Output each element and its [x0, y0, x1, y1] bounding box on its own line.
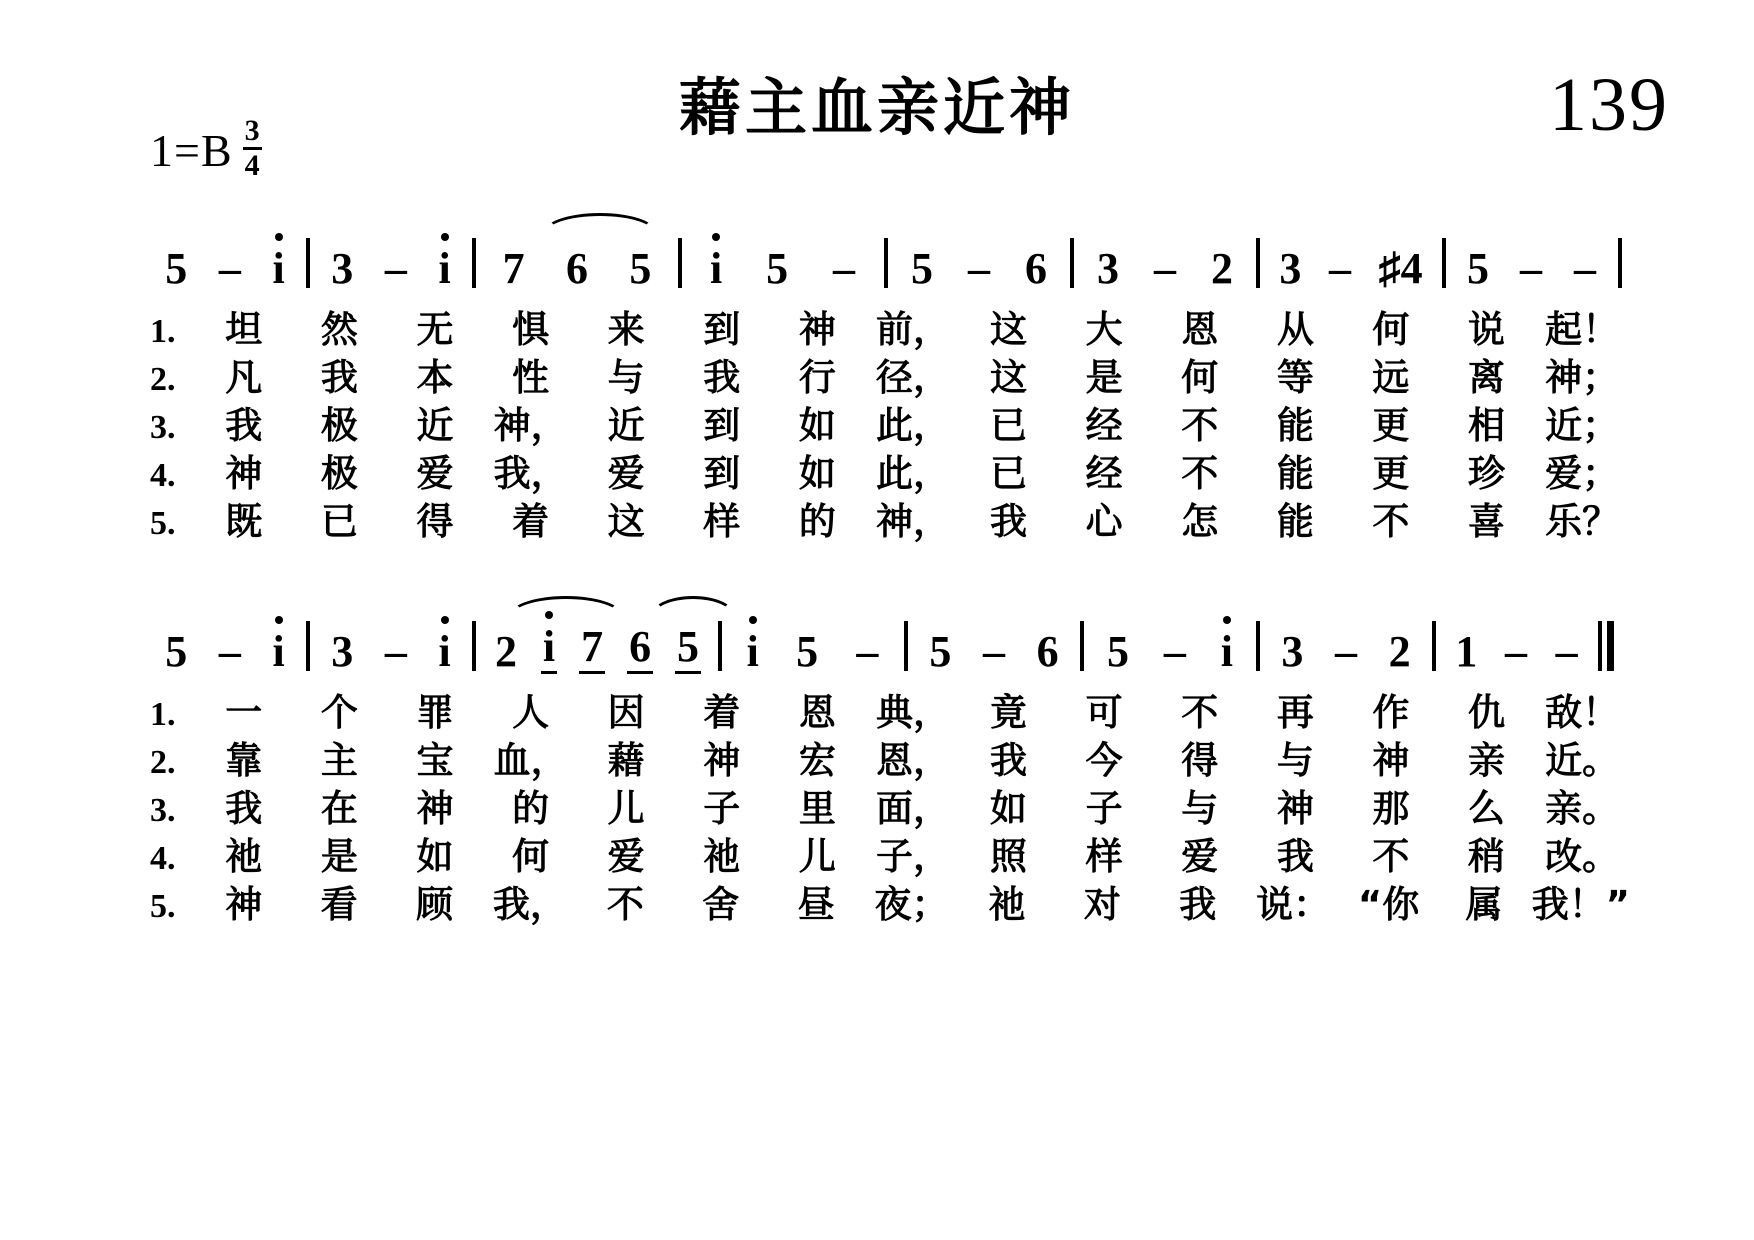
lyric-cell: 这 — [990, 308, 1028, 351]
note-extender: – — [1574, 244, 1596, 293]
lyric-cell: 不 — [1181, 404, 1219, 447]
lyric-cell: 祂 — [703, 835, 741, 878]
lyric-cell: 神， — [875, 500, 950, 543]
lyric-cell: 改。 — [1545, 835, 1620, 878]
lyric-cell: 说 — [1468, 308, 1506, 351]
barline — [718, 621, 722, 671]
lyric-cell: 再 — [1276, 691, 1314, 734]
lyric-cell: 人 — [512, 691, 550, 734]
lyric-cell: 心 — [1085, 500, 1123, 543]
note-extender: – — [1334, 627, 1357, 676]
measure-2 — [316, 235, 466, 291]
lyric-cell: 血， — [493, 739, 568, 782]
note: 3 — [1279, 244, 1302, 293]
lyrics-block-2 — [150, 682, 1631, 926]
lyric-line — [150, 682, 1630, 734]
lyric-cell: 何 — [512, 835, 550, 878]
lyric-cell: 靠 — [225, 739, 263, 782]
lyric-line — [150, 778, 1630, 830]
lyric-cell: 远 — [1372, 356, 1410, 399]
lyric-cell: 亲。 — [1545, 787, 1620, 830]
note: 5 — [911, 244, 933, 293]
note: 3 — [1097, 244, 1119, 293]
note-extender: – — [833, 244, 856, 293]
lyric-line — [150, 299, 1630, 351]
barline — [1256, 621, 1260, 671]
lyric-cell: 相 — [1468, 404, 1506, 447]
measure-7 — [1266, 235, 1436, 291]
lyric-cell: 神， — [493, 404, 568, 447]
lyric-cell: 离 — [1468, 356, 1506, 399]
note-extender: – — [1504, 627, 1527, 676]
lyric-cell: 这 — [607, 500, 645, 543]
lyric-cell: 此， — [875, 452, 950, 495]
lyric-cell: 神 — [225, 883, 263, 926]
lyric-cell: 得 — [1181, 739, 1219, 782]
measure-5 — [894, 235, 1064, 291]
slur-mark — [508, 596, 624, 617]
lyric-cell: 恩 — [1181, 308, 1219, 351]
note: 3 — [331, 627, 354, 676]
verse-number: 4. — [150, 840, 176, 877]
lyric-cell: 今 — [1085, 739, 1123, 782]
notation-row-1 — [150, 235, 1630, 291]
lyric-cell: 极 — [320, 452, 358, 495]
verse-number: 5. — [150, 505, 176, 542]
lyric-cell: 不 — [1181, 691, 1219, 734]
lyric-cell: 既 — [225, 500, 263, 543]
song-number: 139 — [1549, 63, 1669, 147]
lyric-cells — [196, 347, 1630, 401]
lyric-cell: 我 — [1276, 835, 1314, 878]
lyric-cells — [196, 299, 1630, 353]
lyric-cell: 仇 — [1468, 691, 1506, 734]
lyric-cell: 宏 — [798, 739, 836, 782]
barline — [1442, 238, 1446, 288]
lyric-line — [150, 826, 1630, 878]
lyric-cell: 祂 — [225, 835, 263, 878]
lyric-cell: 如 — [798, 452, 836, 495]
lyric-cell: 如 — [990, 787, 1028, 830]
lyric-cell: 爱 — [416, 452, 454, 495]
lyric-cell: 一 — [225, 691, 263, 734]
lyric-cell: 行 — [798, 356, 836, 399]
note: 5 — [766, 244, 789, 293]
note: 5 — [165, 244, 188, 293]
page-title: 藉主血亲近神 — [678, 71, 1075, 144]
lyric-cell: 如 — [416, 835, 454, 878]
lyric-cell: 神 — [225, 452, 263, 495]
barline — [472, 238, 476, 288]
note-extender: – — [968, 244, 990, 293]
lyric-cell: 在 — [320, 787, 358, 830]
lyric-cell: 着 — [512, 500, 550, 543]
note: 6 — [1025, 244, 1047, 293]
lyric-cell: 子， — [875, 835, 950, 878]
measure-4 — [688, 235, 878, 291]
lyric-cell: 神 — [703, 739, 741, 782]
barline — [678, 238, 682, 288]
lyric-cell: 与 — [1276, 739, 1314, 782]
lyric-cell: 我 — [703, 356, 741, 399]
lyric-cell: 舍 — [702, 883, 740, 926]
lyric-cell: 敌！ — [1545, 691, 1620, 734]
measure-1 — [150, 235, 300, 291]
lyric-cell: 不 — [606, 883, 644, 926]
note: i — [438, 244, 451, 293]
note: i — [272, 244, 285, 293]
lyric-cell: 近； — [1545, 404, 1620, 447]
lyric-cell: 无 — [416, 308, 454, 351]
lyric-cells — [196, 778, 1630, 832]
lyric-cells — [196, 826, 1630, 880]
lyric-cells — [196, 443, 1630, 497]
lyric-cell: 等 — [1276, 356, 1314, 399]
lyric-cell: 能 — [1276, 500, 1314, 543]
lyric-cells — [196, 395, 1630, 449]
lyric-cell: 我 — [225, 404, 263, 447]
note: 2 — [494, 627, 517, 676]
verse-number: 1. — [150, 696, 176, 733]
note: i — [438, 627, 451, 676]
lyric-cell: 藉 — [607, 739, 645, 782]
note-extender: – — [1328, 244, 1351, 293]
barline — [884, 238, 888, 288]
lyric-line — [150, 491, 1630, 543]
lyric-cell: 竟 — [990, 691, 1028, 734]
lyric-cell: 能 — [1276, 452, 1314, 495]
lyric-cell: 经 — [1085, 404, 1123, 447]
note: 5 — [929, 627, 952, 676]
note: 5 — [165, 627, 188, 676]
lyric-cell: 昼 — [797, 883, 835, 926]
lyric-cell: 么 — [1468, 787, 1506, 830]
lyric-cell: 面， — [875, 787, 950, 830]
lyric-cell: 喜 — [1468, 500, 1506, 543]
lyric-cell: 的 — [512, 787, 550, 830]
lyric-cell: 到 — [703, 404, 741, 447]
lyric-cell: 神 — [798, 308, 836, 351]
lyric-cell: 那 — [1372, 787, 1410, 830]
lyric-cell: 祂 — [988, 883, 1026, 926]
lyric-cell: 作 — [1372, 691, 1410, 734]
time-signature-numerator: 3 — [243, 116, 262, 150]
lyric-cell: 神 — [1276, 787, 1314, 830]
measure-6 — [1090, 618, 1250, 674]
note: 5 — [629, 244, 652, 293]
note: i — [746, 627, 759, 676]
note: 1 — [1455, 627, 1478, 676]
lyric-cell: 我 — [320, 356, 358, 399]
lyric-cell: 得 — [416, 500, 454, 543]
measure-2 — [316, 618, 466, 674]
measure-3 — [482, 618, 712, 674]
note: 5 — [1467, 244, 1489, 293]
verse-number: 3. — [150, 409, 176, 446]
note: 6 — [1036, 627, 1059, 676]
note: 6 — [627, 625, 653, 674]
lyric-cell: 到 — [703, 308, 741, 351]
lyric-cell: 儿 — [607, 787, 645, 830]
lyric-cell: 与 — [1181, 787, 1219, 830]
lyric-cell: 恩 — [798, 691, 836, 734]
measure-4 — [728, 618, 898, 674]
note-extender: – — [384, 244, 407, 293]
verse-number: 3. — [150, 792, 176, 829]
lyric-cell: 神 — [416, 787, 454, 830]
verse-number: 4. — [150, 457, 176, 494]
barline — [306, 621, 310, 671]
barline — [904, 621, 908, 671]
note: 5 — [796, 627, 819, 676]
lyric-cell: 大 — [1085, 308, 1123, 351]
lyric-cell: 神 — [1372, 739, 1410, 782]
final-barline — [1598, 621, 1602, 671]
lyric-cell: 与 — [607, 356, 645, 399]
lyric-cell: 不 — [1181, 452, 1219, 495]
note: 5 — [1106, 627, 1129, 676]
note-extender: – — [1520, 244, 1542, 293]
lyric-cell: 里 — [798, 787, 836, 830]
verse-number: 2. — [150, 744, 176, 781]
lyric-cell: 我 — [990, 739, 1028, 782]
note: 5 — [675, 625, 701, 674]
note-extender: – — [1163, 627, 1186, 676]
barline — [1080, 621, 1084, 671]
lyric-cell: 近 — [607, 404, 645, 447]
lyric-cell: 坦 — [225, 308, 263, 351]
note-extender: – — [1555, 627, 1578, 676]
lyric-cell: “你 — [1357, 883, 1420, 926]
slur-mark — [542, 213, 658, 234]
lyric-cell: 说： — [1256, 883, 1331, 926]
lyric-cell: 个 — [320, 691, 358, 734]
note-extender: – — [982, 627, 1005, 676]
lyric-cell: 更 — [1372, 452, 1410, 495]
lyric-cell: 顾 — [416, 883, 454, 926]
note: i — [272, 627, 285, 676]
lyric-cell: 已 — [990, 404, 1028, 447]
lyric-cell: 这 — [990, 356, 1028, 399]
lyric-cell: 主 — [320, 739, 358, 782]
note: 2 — [1211, 244, 1233, 293]
lyric-cell: 能 — [1276, 404, 1314, 447]
lyric-cell: 子 — [1085, 787, 1123, 830]
lyric-cell: 已 — [320, 500, 358, 543]
note-extender: – — [384, 627, 407, 676]
barline — [1618, 238, 1622, 288]
lyric-cell: 到 — [703, 452, 741, 495]
note-extender: – — [218, 244, 241, 293]
note: 6 — [565, 244, 588, 293]
time-signature-denominator: 4 — [244, 149, 260, 182]
lyric-cell: 我！” — [1531, 883, 1631, 926]
lyric-cell: 来 — [607, 308, 645, 351]
lyric-cell: 儿 — [798, 835, 836, 878]
lyric-cell: 样 — [703, 500, 741, 543]
lyric-cell: 因 — [607, 691, 645, 734]
slur-mark — [650, 596, 736, 617]
lyric-cell: 照 — [990, 835, 1028, 878]
staff-system-1 — [150, 235, 1630, 543]
lyric-line — [150, 443, 1630, 495]
lyric-cell: 起！ — [1545, 308, 1620, 351]
lyric-cell: 不 — [1372, 835, 1410, 878]
lyric-cell: 典， — [875, 691, 950, 734]
key-label: 1=B — [150, 125, 233, 176]
lyric-cell: 本 — [416, 356, 454, 399]
lyric-cell: 着 — [703, 691, 741, 734]
lyric-cell: 样 — [1085, 835, 1123, 878]
note: i — [709, 244, 723, 293]
lyric-cell: 看 — [320, 883, 358, 926]
lyric-cells — [196, 682, 1630, 736]
lyric-cell: 近。 — [1545, 739, 1620, 782]
verse-number: 2. — [150, 361, 176, 398]
note-extender: – — [1154, 244, 1176, 293]
lyric-cell: 然 — [320, 308, 358, 351]
measure-7 — [1266, 618, 1426, 674]
note: 3 — [1281, 627, 1304, 676]
lyric-cell: 近 — [416, 404, 454, 447]
lyric-cell: 是 — [320, 835, 358, 878]
lyric-cell: 爱 — [607, 835, 645, 878]
lyric-cell: 凡 — [225, 356, 263, 399]
lyric-cell: 不 — [1372, 500, 1410, 543]
note: 7 — [579, 625, 605, 674]
lyric-cell: 如 — [798, 404, 836, 447]
lyric-line — [150, 730, 1630, 782]
lyric-cell: 宝 — [416, 739, 454, 782]
lyric-cells — [196, 730, 1630, 784]
lyric-cell: 此， — [875, 404, 950, 447]
note: 3 — [331, 244, 354, 293]
lyric-cell: 我 — [1179, 883, 1217, 926]
lyric-cell: 性 — [512, 356, 550, 399]
lyrics-block-1 — [150, 299, 1630, 543]
lyric-cell: 神； — [1545, 356, 1620, 399]
lyric-cell: 我 — [225, 787, 263, 830]
lyric-cell: 更 — [1372, 404, 1410, 447]
lyric-cell: 恩， — [875, 739, 950, 782]
barline — [1256, 238, 1260, 288]
note: 2 — [1388, 627, 1411, 676]
lyric-cell: 爱； — [1545, 452, 1620, 495]
lyric-cell: 径， — [875, 356, 950, 399]
lyric-cell: 从 — [1276, 308, 1314, 351]
lyric-cell: 何 — [1181, 356, 1219, 399]
staff-system-2 — [150, 618, 1631, 926]
note: i — [1220, 627, 1234, 676]
lyric-cell: 对 — [1083, 883, 1121, 926]
lyric-cell: 稍 — [1468, 835, 1506, 878]
lyric-cell: 子 — [703, 787, 741, 830]
lyric-cell: 惧 — [512, 308, 550, 351]
lyric-cell: 的 — [798, 500, 836, 543]
notation-row-2 — [150, 618, 1630, 674]
note-sharp: ♯4 — [1378, 244, 1423, 293]
lyric-cells — [196, 491, 1630, 545]
lyric-cell: 可 — [1085, 691, 1123, 734]
lyric-cell: 何 — [1372, 308, 1410, 351]
lyric-cell: 夜； — [874, 883, 949, 926]
lyric-cell: 亲 — [1468, 739, 1506, 782]
lyric-line — [150, 395, 1630, 447]
lyric-cell: 极 — [320, 404, 358, 447]
lyric-cell: 是 — [1085, 356, 1123, 399]
lyric-cell: 已 — [990, 452, 1028, 495]
barline — [1070, 238, 1074, 288]
lyric-cell: 我， — [493, 452, 568, 495]
note-extender: – — [856, 627, 879, 676]
measure-5 — [914, 618, 1074, 674]
lyric-cell: 我， — [492, 883, 567, 926]
lyric-cell: 前， — [875, 308, 950, 351]
barline — [472, 621, 476, 671]
lyric-cell: 罪 — [416, 691, 454, 734]
measure-1 — [150, 618, 300, 674]
barline — [1432, 621, 1436, 671]
note-extender: – — [218, 627, 241, 676]
barline — [306, 238, 310, 288]
lyric-cell: 爱 — [607, 452, 645, 495]
lyric-cell: 爱 — [1181, 835, 1219, 878]
lyric-line — [150, 874, 1631, 926]
lyric-line — [150, 347, 1630, 399]
measure-6 — [1080, 235, 1250, 291]
verse-number: 5. — [150, 888, 176, 925]
lyric-cell: 经 — [1085, 452, 1123, 495]
verse-number: 1. — [150, 313, 176, 350]
lyric-cell: 珍 — [1468, 452, 1506, 495]
note: i — [541, 625, 557, 674]
lyric-cells — [196, 874, 1630, 928]
measure-8 — [1452, 235, 1612, 291]
lyric-cell: 乐？ — [1545, 500, 1620, 543]
measure-3 — [482, 235, 672, 291]
lyric-cell: 我 — [990, 500, 1028, 543]
note: 7 — [502, 244, 525, 293]
lyric-cell: 怎 — [1181, 500, 1219, 543]
lyric-cell: 属 — [1465, 883, 1503, 926]
measure-8 — [1442, 618, 1592, 674]
